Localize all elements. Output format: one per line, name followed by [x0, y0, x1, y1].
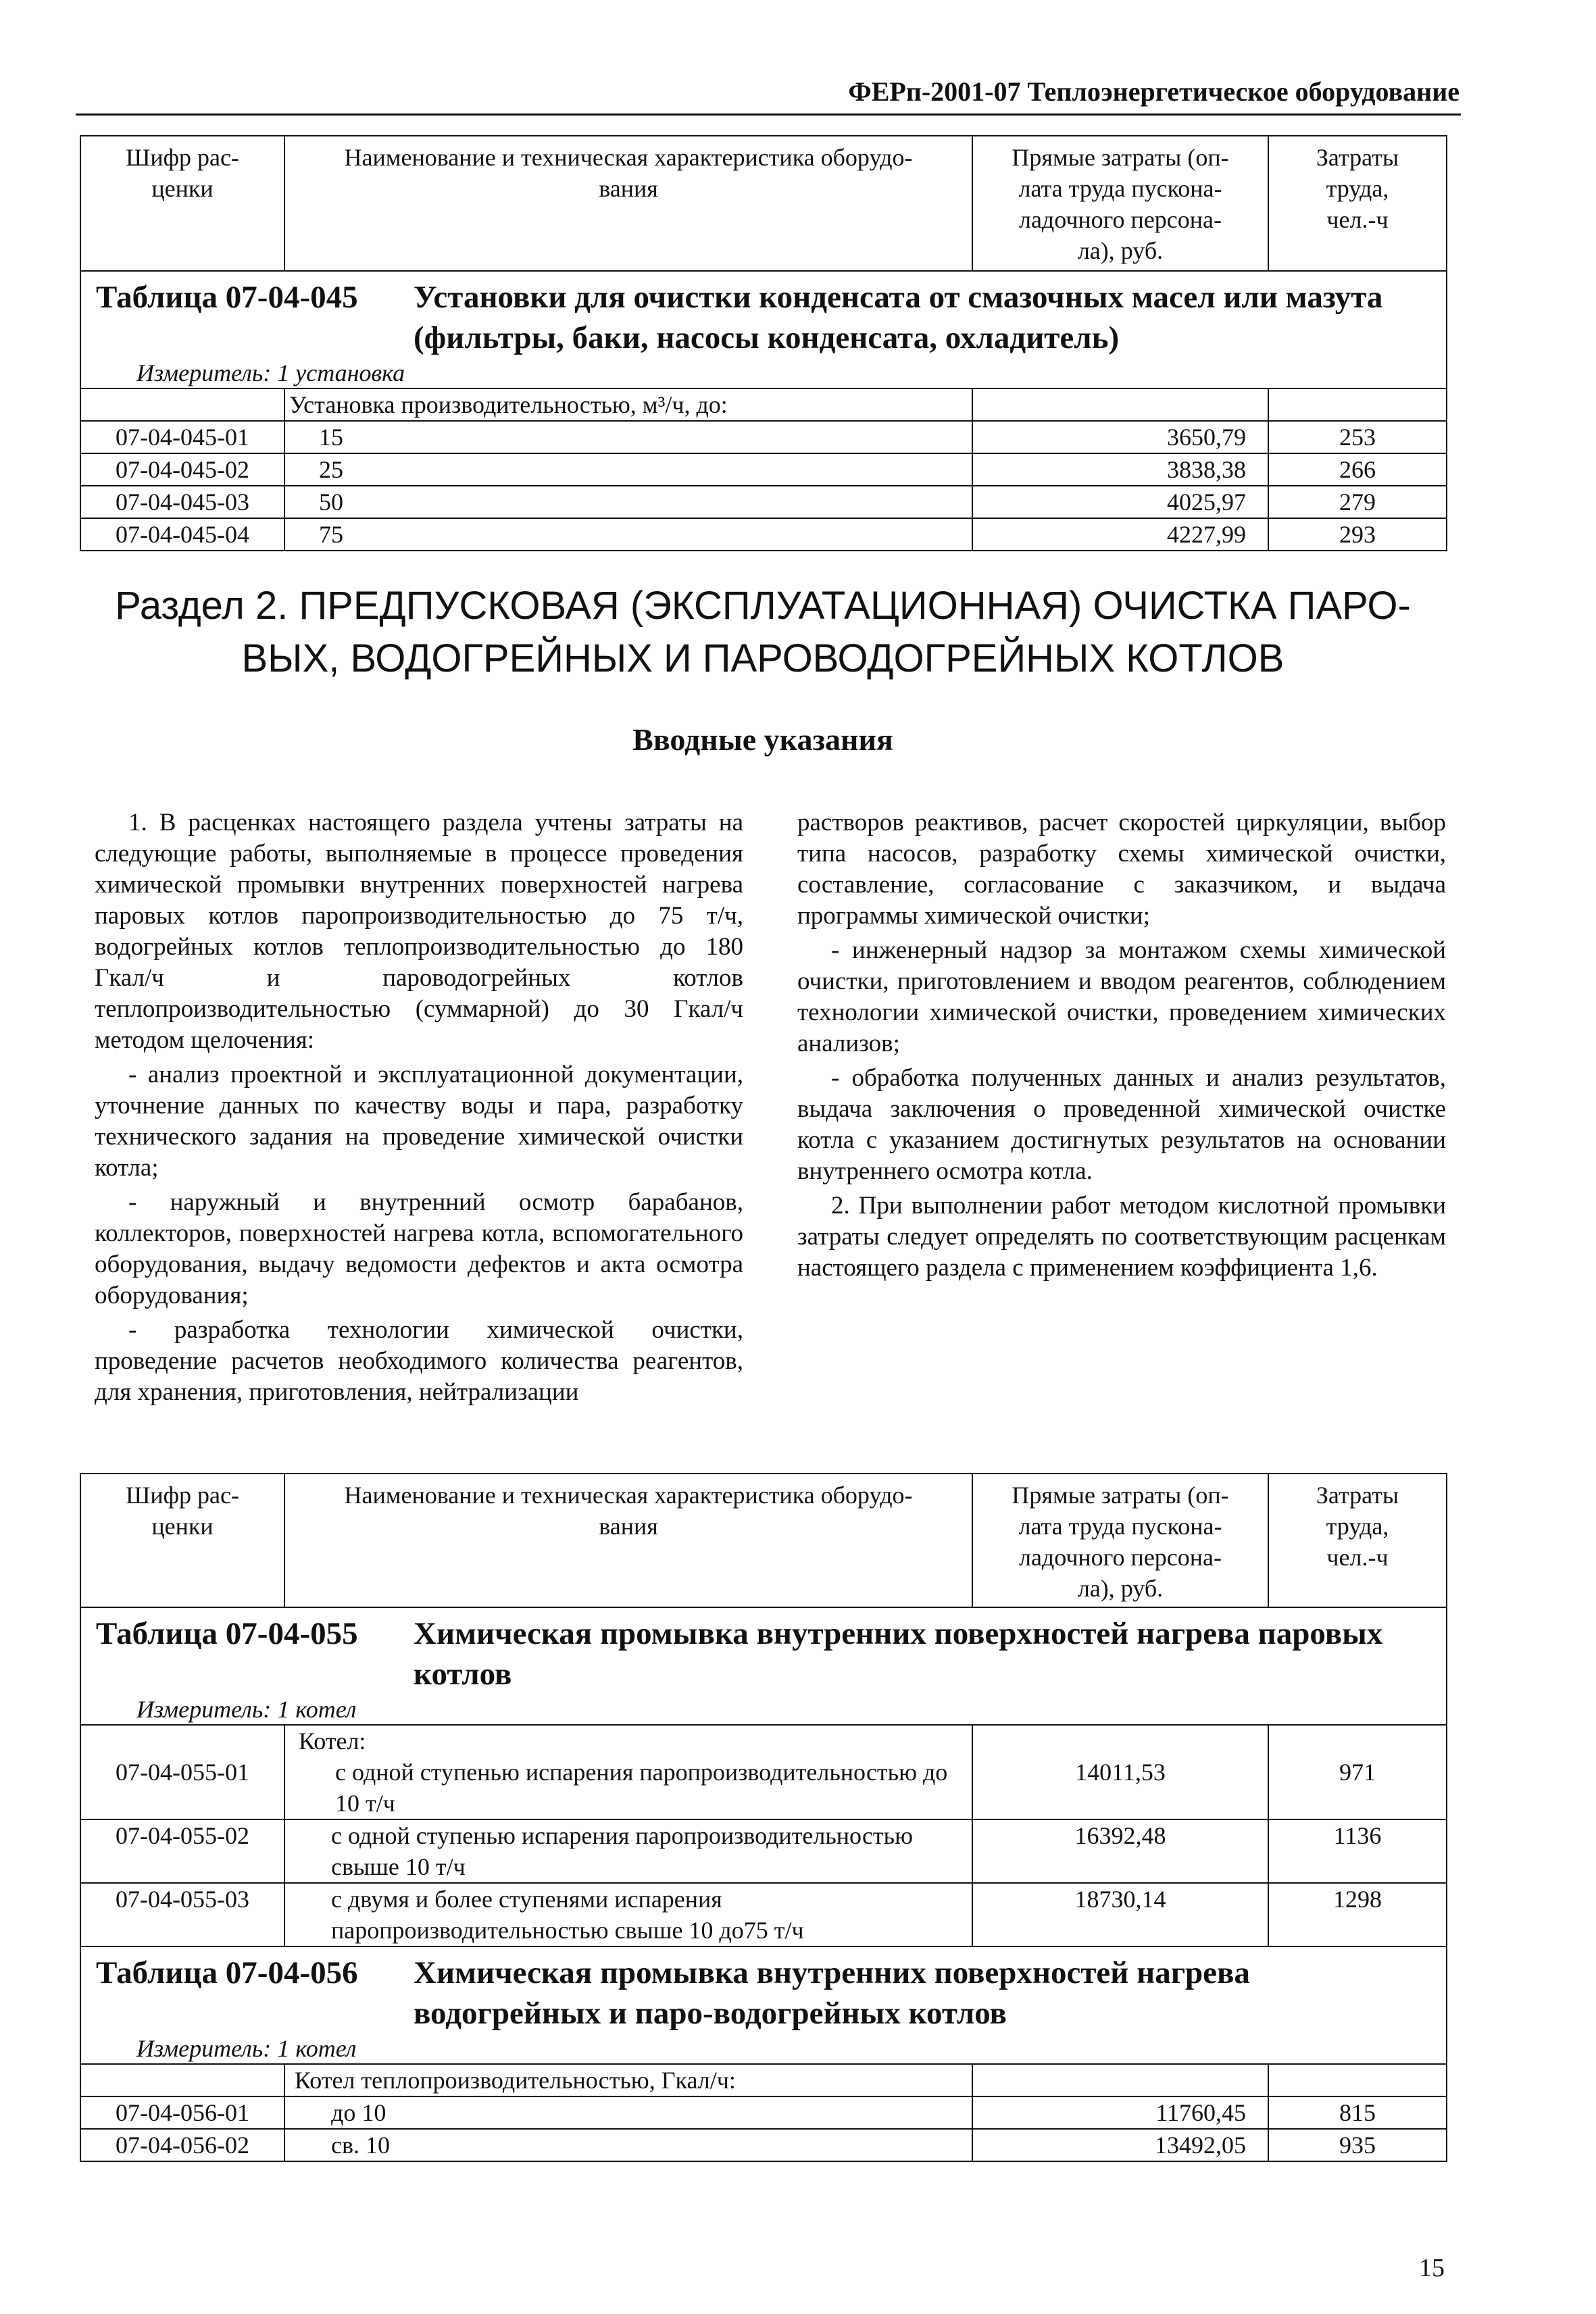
row-labor: 971 — [1268, 1725, 1447, 1819]
column-header-row — [80, 1474, 1447, 1607]
row-labor: 266 — [1268, 453, 1447, 486]
row-cost: 16392,48 — [972, 1819, 1268, 1883]
section-title: Раздел 2. ПРЕДПУСКОВАЯ (ЭКСПЛУАТАЦИОННАЯ) ОЧИСТКА ПАРО- ВЫХ, ВОДОГРЕЙНЫХ И ПАРОВОДОГРЕЙНЫХ КОТЛОВ — [115, 584, 1411, 680]
table-row — [80, 453, 1447, 486]
measure-unit: Измеритель: 1 котел — [136, 1696, 357, 1723]
row-desc: 75 — [284, 518, 972, 551]
group-label: Установка производительностью, м³/ч, до: — [284, 388, 972, 421]
row-desc: с одной ступенью испарения паропроизводительностью свыше 10 т/ч — [284, 1819, 972, 1883]
group-label: Котел теплопроизводительностью, Гкал/ч: — [284, 2064, 972, 2096]
row-desc: 15 — [284, 421, 972, 453]
table-row — [80, 1819, 1447, 1883]
table-title-row — [80, 271, 1447, 388]
measure-unit: Измеритель: 1 котел — [136, 2035, 357, 2062]
table-title-row — [80, 1946, 1447, 2064]
row-code: 07-04-055-03 — [80, 1883, 284, 1946]
row-cost: 18730,14 — [972, 1883, 1268, 1946]
paragraph: растворов реактивов, расчет скоростей циркуляции, выбор типа насосов, разработку схемы химической очистки, составление, согласование с заказчиком, и выдача программы химической очистки; — [797, 809, 1446, 930]
page-number: 15 — [1419, 2254, 1445, 2282]
row-desc: св. 10 — [284, 2129, 972, 2161]
row-labor: 1298 — [1268, 1883, 1447, 1946]
group-row — [80, 388, 1447, 421]
paragraph: - анализ проектной и эксплуатационной документации, уточнение данных по качеству воды и пара, разработку технического задания на проведение химической очистки котла; — [95, 1061, 743, 1182]
row-cost: 3650,79 — [972, 421, 1268, 453]
row-cost: 3838,38 — [972, 453, 1268, 486]
row-cost: 11760,45 — [972, 2096, 1268, 2129]
row-desc: с одной ступенью испарения паропроизводительностью до 10 т/ч — [335, 1759, 948, 1817]
paragraph: - инженерный надзор за монтажом схемы химической очистки, приготовлением и вводом реагентов, соблюдением технологии химической очистки, проведением химических анализов; — [797, 936, 1446, 1057]
intro-right-column — [797, 807, 1446, 1287]
row-desc: до 10 — [284, 2096, 972, 2129]
group-label: Котел: — [299, 1728, 366, 1755]
group-row — [80, 2064, 1447, 2096]
row-labor: 293 — [1268, 518, 1447, 551]
row-labor: 253 — [1268, 421, 1447, 453]
intro-left-column — [95, 807, 743, 1411]
row-labor: 279 — [1268, 486, 1447, 518]
col-header-cost: Прямые затраты (оп- лата труда пускона- ладочного персона- ла), руб. — [972, 136, 1268, 271]
col-header-cost: Прямые затраты (оп- лата труда пускона- ладочного персона- ла), руб. — [972, 1474, 1268, 1607]
table-row — [80, 421, 1447, 453]
row-code: 07-04-055-01 — [80, 1725, 284, 1819]
row-code: 07-04-056-01 — [80, 2096, 284, 2129]
paragraph: - обработка полученных данных и анализ результатов, выдача заключения о проведенной химической очистке котла с указанием достигнутых результатов на основании внутреннего осмотра котла. — [797, 1064, 1446, 1185]
paragraph: - наружный и внутренний осмотр барабанов, коллекторов, поверхностей нагрева котла, вспомогательного оборудования, выдачу ведомости дефектов и акта осмотра оборудования; — [95, 1188, 743, 1309]
header-rule — [76, 114, 1461, 116]
row-desc: 50 — [284, 486, 972, 518]
table-row — [80, 486, 1447, 518]
intro-heading: Вводные указания — [632, 722, 893, 757]
col-header-code: Шифр рас- ценки — [80, 1474, 284, 1607]
col-header-labor: Затраты труда, чел.-ч — [1268, 1474, 1447, 1607]
table-name: Химическая промывка внутренних поверхностей нагрева водогрейных и паро-водогрейных котлов — [414, 1955, 1250, 2031]
table-row — [80, 2096, 1447, 2129]
table-label: Таблица 07-04-055 — [96, 1616, 358, 1651]
paragraph: 1. В расценках настоящего раздела учтены затраты на следующие работы, выполняемые в процессе проведения химической промывки внутренних поверхностей нагрева паровых котлов паропроизводительностью до 75 т/ч, водогрейных котлов теплопроизводительностью до 180 Гкал/ч и пароводогрейных котлов теплопроизводительностью (суммарной) до 30 Гкал/ч методом щелочения: — [95, 809, 743, 1054]
row-code: 07-04-055-02 — [80, 1819, 284, 1883]
row-desc: с двумя и более ступенями испарения паропроизводительностью свыше 10 до75 т/ч — [284, 1883, 972, 1946]
row-cost: 4025,97 — [972, 486, 1268, 518]
table-07-04-055-056 — [80, 1473, 1447, 2162]
table-title-row — [80, 1607, 1447, 1725]
row-labor: 815 — [1268, 2096, 1447, 2129]
col-header-labor: Затраты труда, чел.-ч — [1268, 136, 1447, 271]
table-07-04-045 — [80, 135, 1447, 551]
row-cost: 14011,53 — [972, 1725, 1268, 1819]
table-row — [80, 1725, 1447, 1819]
table-label: Таблица 07-04-056 — [96, 1955, 358, 1990]
table-name: Химическая промывка внутренних поверхностей нагрева паровых котлов — [414, 1616, 1383, 1692]
col-header-name: Наименование и техническая характеристика оборудо- вания — [284, 1474, 972, 1607]
row-code: 07-04-045-01 — [80, 421, 284, 453]
table-row — [80, 1883, 1447, 1946]
measure-unit: Измеритель: 1 установка — [136, 359, 405, 386]
table-row — [80, 2129, 1447, 2161]
row-code: 07-04-056-02 — [80, 2129, 284, 2161]
row-code: 07-04-045-04 — [80, 518, 284, 551]
row-desc: 25 — [284, 453, 972, 486]
col-header-code: Шифр рас- ценки — [80, 136, 284, 271]
col-header-name: Наименование и техническая характеристика оборудо- вания — [284, 136, 972, 271]
table-label: Таблица 07-04-045 — [96, 280, 358, 315]
table-row — [80, 518, 1447, 551]
row-labor: 935 — [1268, 2129, 1447, 2161]
running-header: ФЕРп-2001-07 Теплоэнергетическое оборудование — [848, 76, 1460, 107]
table-name: Установки для очистки конденсата от смазочных масел или мазута (фильтры, баки, насосы конденсата, охладитель) — [414, 280, 1383, 355]
row-cost: 4227,99 — [972, 518, 1268, 551]
row-code: 07-04-045-03 — [80, 486, 284, 518]
paragraph: 2. При выполнении работ методом кислотной промывки затраты следует определять по соответствующим расценкам настоящего раздела с применением коэффициента 1,6. — [797, 1192, 1446, 1282]
paragraph: - разработка технологии химической очистки, проведение расчетов необходимого количества реагентов, для хранения, приготовления, нейтрализации — [95, 1316, 743, 1406]
column-header-row — [80, 136, 1447, 271]
row-labor: 1136 — [1268, 1819, 1447, 1883]
row-cost: 13492,05 — [972, 2129, 1268, 2161]
row-code: 07-04-045-02 — [80, 453, 284, 486]
